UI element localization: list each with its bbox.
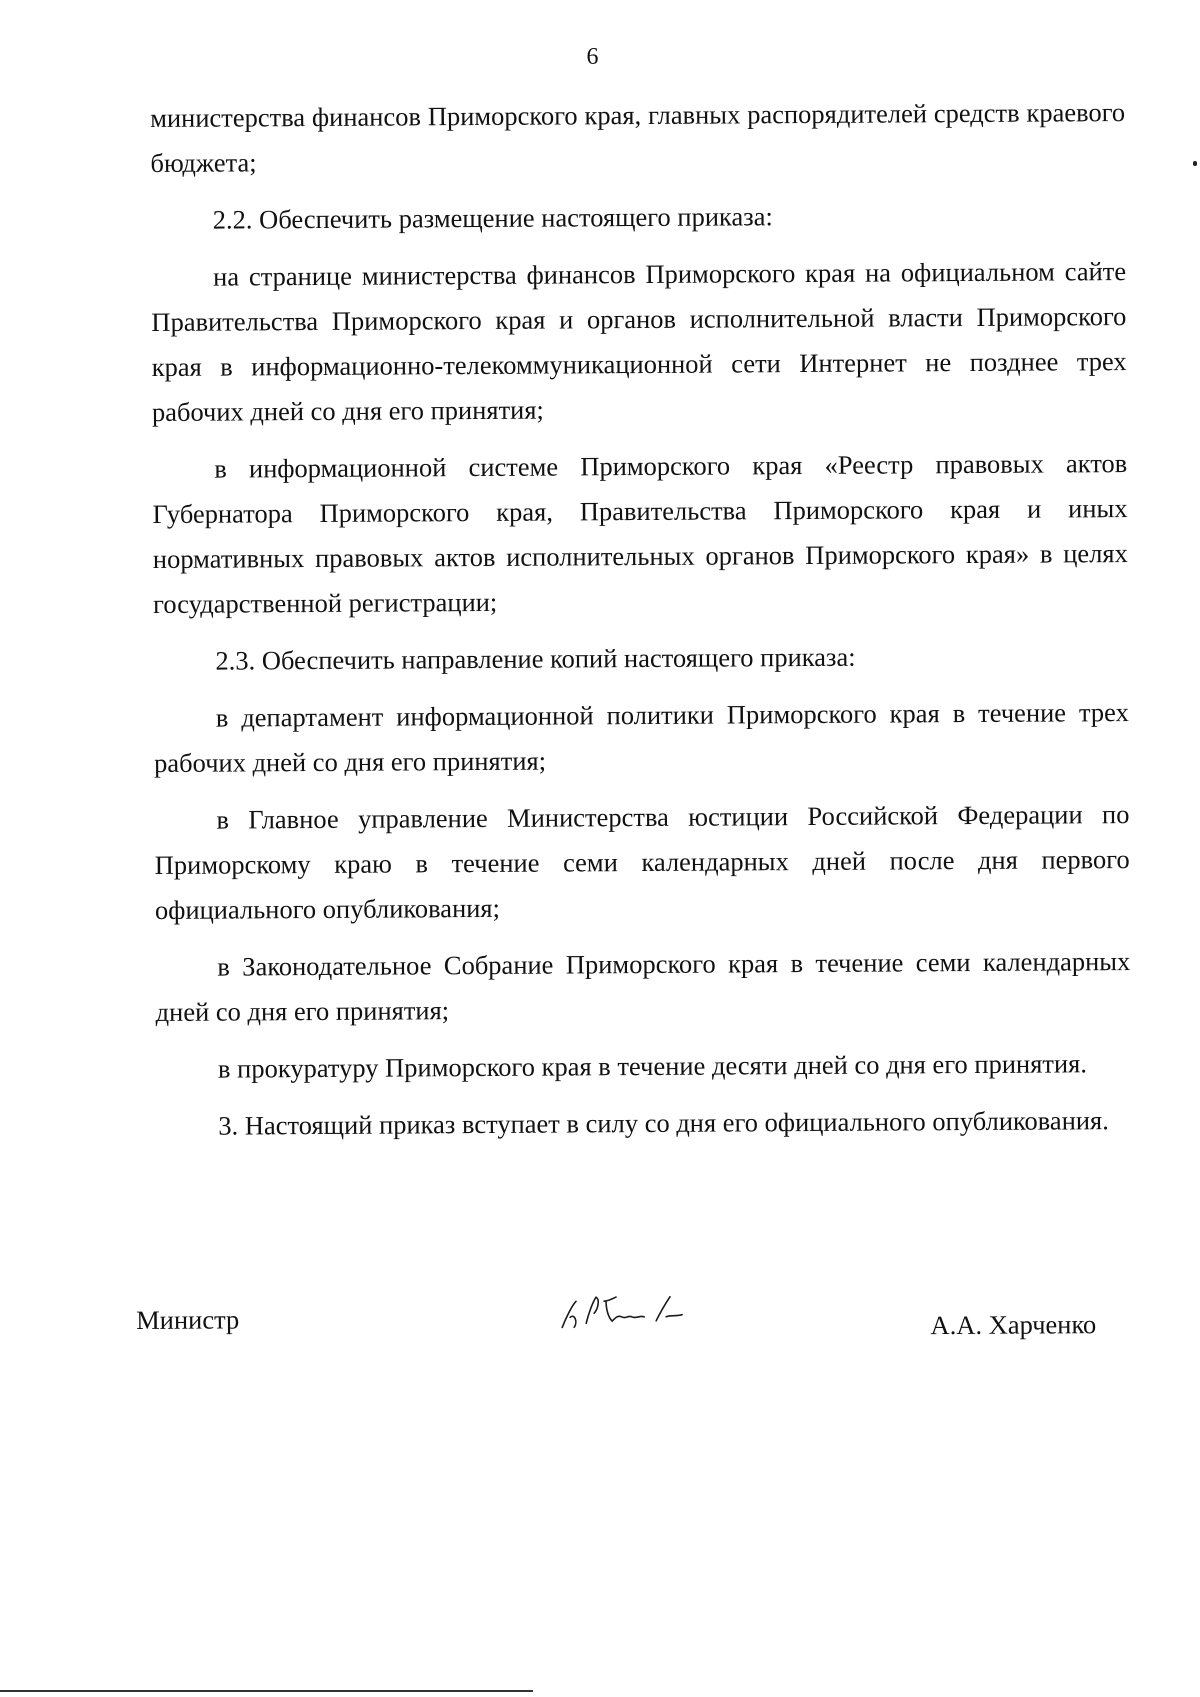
paragraph-2-2-heading: 2.2. Обеспечить размещение настоящего приказа: xyxy=(212,201,773,235)
page-number: 6 xyxy=(586,44,599,70)
paragraph-3-effect: 3. Настоящий приказ вступает в силу со дня его официального опубликования. xyxy=(218,1105,1109,1141)
scan-speck xyxy=(1193,161,1197,166)
paragraph-2-3-heading: 2.3. Обеспечить направление копий настоящего приказа: xyxy=(215,641,856,676)
document-body xyxy=(150,90,1131,1161)
signature-block xyxy=(136,1289,1096,1355)
signatory-title: Министр xyxy=(136,1304,240,1335)
paragraph-2-3-info-policy: в департамент информационной политики Приморского края в течение трех рабочих дней со дня его принятия; xyxy=(153,697,1129,778)
paragraph-2-2-registry: в информационной системе Приморского края «Реестр правовых актов Губернатора Приморского края, Правительства Приморского края и иных нормативных правовых актов исполнительных органов Приморского края» в целях государственной регистрации; xyxy=(152,448,1128,619)
paragraph-continuation: министерства финансов Приморского края, главных распорядителей средств краевого бюджета; xyxy=(150,97,1126,178)
bottom-edge-rule xyxy=(0,1690,533,1692)
paragraph-2-3-prosecutor: в прокуратуру Приморского края в течение десяти дней со дня его принятия. xyxy=(217,1048,1088,1084)
paragraph-2-3-assembly: в Законодательное Собрание Приморского края в течение семи календарных дней со дня его принятия; xyxy=(155,946,1131,1027)
handwritten-signature xyxy=(556,1286,716,1337)
signatory-name: А.А. Харченко xyxy=(930,1309,1097,1341)
paragraph-2-3-justice: в Главное управление Министерства юстиции Российской Федерации по Приморскому краю в течение семи календарных дней после дня первого официального опубликования; xyxy=(154,799,1130,925)
paragraph-2-2-website: на странице министерства финансов Приморского края на официальном сайте Правительства Приморского края и органов исполнительной власти Приморского края в информационно-телекоммуникационной сети Интернет не позднее трех рабочих дней со дня его принятия; xyxy=(151,256,1127,427)
